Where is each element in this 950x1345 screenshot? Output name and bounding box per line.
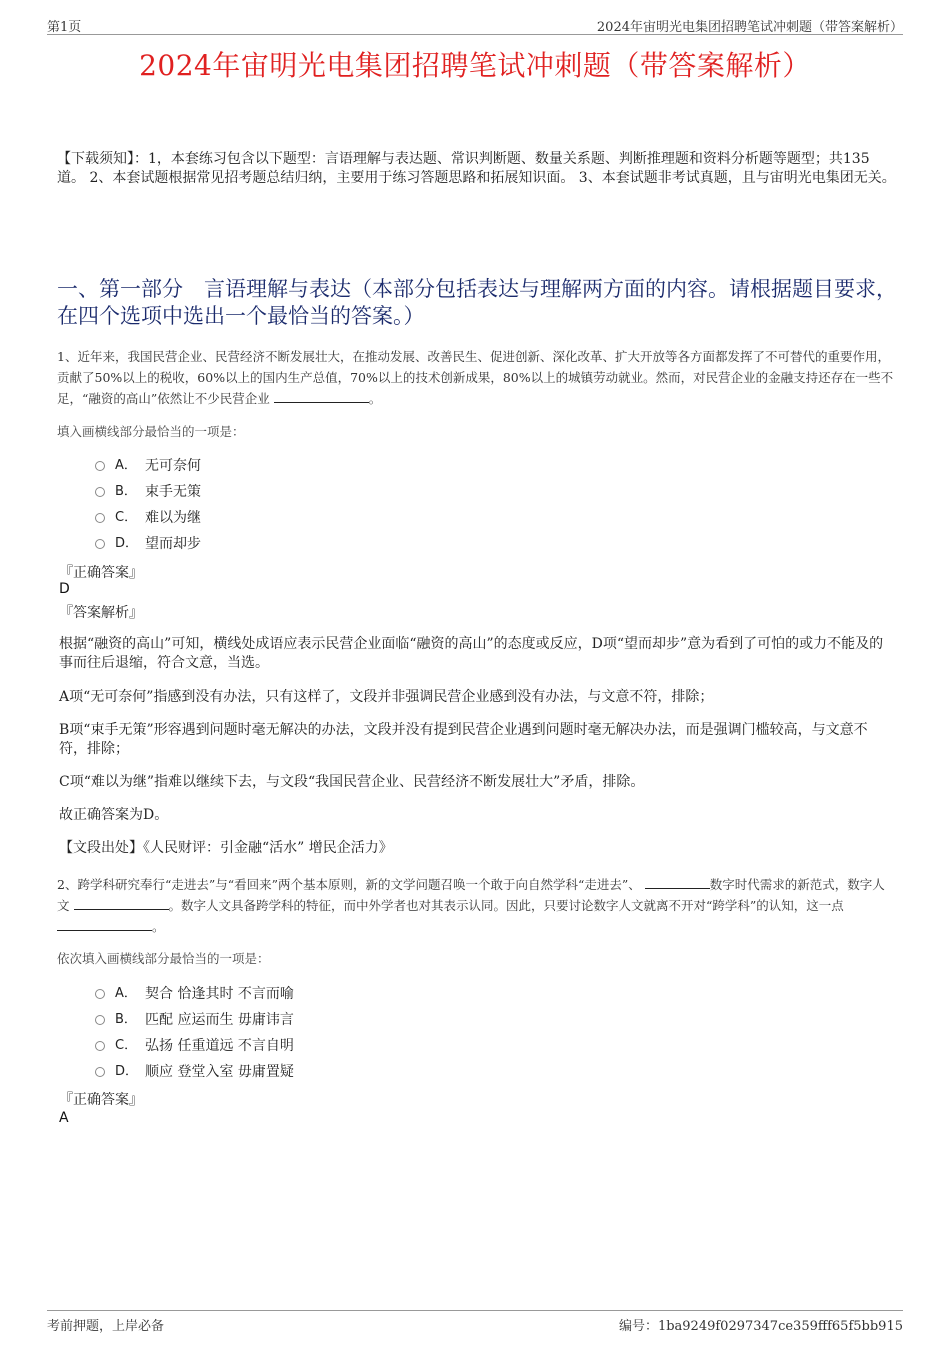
correct-answer: A: [59, 1110, 69, 1126]
option-text: 顺应 登堂入室 毋庸置疑: [145, 1064, 294, 1080]
option-letter: A．: [115, 458, 137, 473]
option-a[interactable]: [95, 453, 201, 479]
analysis-paragraph: B项“束手无策”形容遇到问题时毫无解决的办法，文段并没有提到民营企业遇到问题时毫无解决办法，而是强调门槛较高，与文意不符，排除；: [59, 722, 868, 757]
question-2-stem-b: 数字时代需求的新范式，数字人文: [57, 877, 885, 913]
radio-icon[interactable]: [95, 513, 105, 523]
option-letter: B．: [115, 484, 137, 499]
answer-blank: [74, 897, 169, 910]
option-text: 匹配 应运而生 毋庸讳言: [145, 1012, 294, 1028]
question-2-stem: 2、跨学科研究奉行“走进去”与“看回来”两个基本原则，新的文学问题召唤一个敢于向自然学科“走进去”、: [57, 877, 641, 892]
question-1-text: [57, 346, 897, 409]
correct-answer: D: [59, 581, 70, 597]
question-2-end: 。: [152, 919, 165, 934]
radio-icon[interactable]: [95, 487, 105, 497]
section-heading: 一、第一部分 言语理解与表达（本部分包括表达与理解两方面的内容。请根据题目要求，在四个选项中选出一个最恰当的答案。）: [57, 277, 897, 328]
option-d[interactable]: [95, 531, 201, 557]
document-id: 编号：1ba9249f0297347ce359fff65f5bb915: [618, 1319, 903, 1334]
option-b[interactable]: [95, 1007, 294, 1033]
question-1-options: [95, 453, 201, 557]
question-2-text: [57, 874, 897, 937]
analysis-paragraph: C项“难以为继”指难以继续下去，与文段“我国民营企业、民营经济不断发展壮大”矛盾，排除。: [59, 774, 645, 790]
option-text: 弘扬 任重道远 不言自明: [145, 1038, 294, 1054]
option-text: 难以为继: [145, 510, 201, 526]
page-footer: [47, 1310, 903, 1333]
source-citation: 【文段出处】《人民财评：引金融“活水” 增民企活力》: [59, 840, 393, 856]
page-number: 第1页: [47, 20, 82, 35]
radio-icon[interactable]: [95, 1041, 105, 1051]
option-c[interactable]: [95, 1033, 294, 1059]
option-letter: A．: [115, 986, 137, 1001]
radio-icon[interactable]: [95, 1015, 105, 1025]
radio-icon[interactable]: [95, 539, 105, 549]
option-c[interactable]: [95, 505, 201, 531]
page-header: [47, 16, 903, 35]
option-text: 束手无策: [145, 484, 201, 500]
option-a[interactable]: [95, 981, 294, 1007]
correct-answer-label: 『正确答案』: [59, 565, 143, 581]
download-notice: 【下载须知】：1，本套练习包含以下题型：言语理解与表达题、常识判断题、数量关系题、判断推理题和资料分析题等题型；共135道。 2、本套试题根据常见招考题总结归纳，主要用于练习答题思路和拓展知识面。 3、本套试题非考试真题，且与宙明光电集团无关。: [57, 151, 896, 186]
option-letter: D．: [115, 1064, 139, 1079]
question-2-stem-c: 。数字人文具备跨学科的特征，而中外学者也对其表示认同。因此，只要讨论数字人文就离不开对“跨学科”的认知，这一点: [168, 898, 844, 913]
radio-icon[interactable]: [95, 461, 105, 471]
answer-blank: [274, 390, 369, 403]
option-text: 契合 恰逢其时 不言而喻: [145, 986, 294, 1002]
analysis-paragraph: A项“无可奈何”指感到没有办法，只有这样了，文段并非强调民营企业感到没有办法，与文意不符，排除；: [59, 689, 714, 705]
option-text: 望而却步: [145, 536, 201, 552]
analysis-label: 『答案解析』: [59, 605, 143, 621]
option-letter: C．: [115, 510, 138, 525]
analysis-paragraph: 故正确答案为D。: [59, 807, 169, 823]
question-1-end: 。: [368, 391, 382, 406]
radio-icon[interactable]: [95, 1067, 105, 1077]
option-letter: D．: [115, 536, 139, 551]
header-doc-title: 2024年宙明光电集团招聘笔试冲刺题（带答案解析）: [596, 20, 903, 35]
option-text: 无可奈何: [145, 458, 201, 474]
correct-answer-label: 『正确答案』: [59, 1092, 143, 1108]
page-title: 2024年宙明光电集团招聘笔试冲刺题（带答案解析）: [139, 49, 811, 82]
question-1-stem: 1、近年来，我国民营企业、民营经济不断发展壮大，在推动发展、改善民生、促进创新、深化改革、扩大开放等各方面都发挥了不可替代的重要作用，贡献了50%以上的税收，60%以上的国内生产总值，70%以上的技术创新成果，80%以上的城镇劳动就业。然而，对民营企业的金融支持还存在一些不足，“融资的高山”依然让不少民营企业: [57, 349, 894, 406]
option-d[interactable]: [95, 1059, 294, 1085]
analysis-paragraph: 根据“融资的高山”可知，横线处成语应表示民营企业面临“融资的高山”的态度或反应，D项“望而却步”意为看到了可怕的或力不能及的事而往后退缩，符合文意，当选。: [59, 636, 884, 671]
question-1-prompt: 填入画横线部分最恰当的一项是：: [57, 424, 245, 439]
option-b[interactable]: [95, 479, 201, 505]
footer-slogan: 考前押题，上岸必备: [47, 1319, 165, 1334]
question-2-options: [95, 981, 294, 1085]
option-letter: B．: [115, 1012, 137, 1027]
option-letter: C．: [115, 1038, 138, 1053]
answer-blank: [57, 918, 152, 931]
answer-blank: [645, 876, 710, 889]
radio-icon[interactable]: [95, 989, 105, 999]
question-2-prompt: 依次填入画横线部分最恰当的一项是：: [57, 951, 270, 966]
